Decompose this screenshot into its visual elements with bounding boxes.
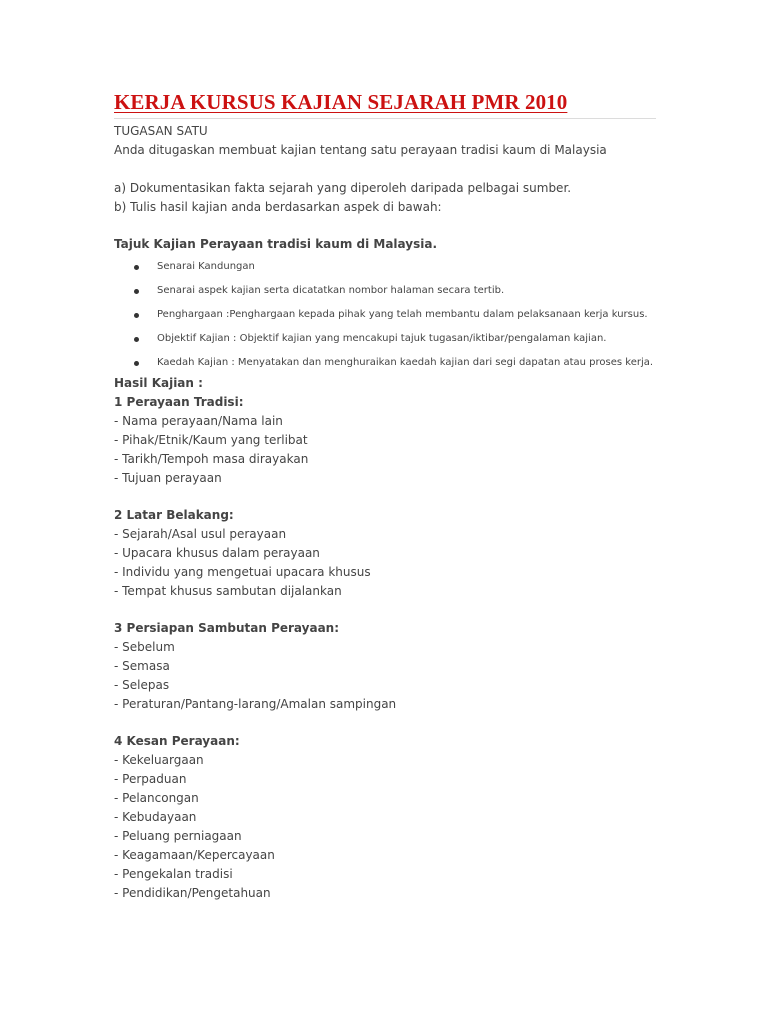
document-title: KERJA KURSUS KAJIAN SEJARAH PMR 2010 bbox=[114, 90, 568, 114]
bullet-dot bbox=[134, 289, 139, 294]
section-item: - Upacara khusus dalam perayaan bbox=[114, 546, 320, 560]
bullet-list bbox=[114, 255, 714, 375]
task-heading: TUGASAN SATU bbox=[114, 124, 208, 138]
section-item: - Individu yang mengetuai upacara khusus bbox=[114, 565, 371, 579]
section-item: - Sejarah/Asal usul perayaan bbox=[114, 527, 287, 541]
section-item: - Pelancongan bbox=[114, 791, 199, 805]
instruction-b: b) Tulis hasil kajian anda berdasarkan aspek di bawah: bbox=[114, 200, 442, 214]
section-item: - Peraturan/Pantang-larang/Amalan sampingan bbox=[114, 697, 397, 711]
section-item: - Nama perayaan/Nama lain bbox=[114, 414, 283, 428]
section-item: - Pendidikan/Pengetahuan bbox=[114, 886, 271, 900]
section-heading: 2 Latar Belakang: bbox=[114, 508, 234, 522]
bullet-dot bbox=[134, 265, 139, 270]
section-item: - Sebelum bbox=[114, 640, 175, 654]
section-item: - Pihak/Etnik/Kaum yang terlibat bbox=[114, 433, 308, 447]
section-item: - Tujuan perayaan bbox=[114, 471, 222, 485]
list-item bbox=[114, 303, 714, 327]
section-item: - Kebudayaan bbox=[114, 810, 197, 824]
section-item: - Semasa bbox=[114, 659, 170, 673]
section-item: - Tempat khusus sambutan dijalankan bbox=[114, 584, 342, 598]
section-item: - Selepas bbox=[114, 678, 170, 692]
section-item: - Kekeluargaan bbox=[114, 753, 204, 767]
bullet-text: Kaedah Kajian : Menyatakan dan menghuraikan kaedah kajian dari segi dapatan atau proses kerja. bbox=[157, 357, 654, 368]
section-item: - Pengekalan tradisi bbox=[114, 867, 233, 881]
section-item: - Tarikh/Tempoh masa dirayakan bbox=[114, 452, 309, 466]
list-item bbox=[114, 255, 714, 279]
intro-text: Anda ditugaskan membuat kajian tentang satu perayaan tradisi kaum di Malaysia bbox=[114, 143, 607, 157]
section-heading: 1 Perayaan Tradisi: bbox=[114, 395, 244, 409]
bullet-text: Penghargaan :Penghargaan kepada pihak yang telah membantu dalam pelaksanaan kerja kursus. bbox=[157, 309, 648, 320]
section-heading: 4 Kesan Perayaan: bbox=[114, 734, 240, 748]
section-item: - Keagamaan/Kepercayaan bbox=[114, 848, 275, 862]
list-item bbox=[114, 351, 714, 375]
results-heading: Hasil Kajian : bbox=[114, 376, 203, 390]
bullet-dot bbox=[134, 361, 139, 366]
bullet-dot bbox=[134, 313, 139, 318]
list-item bbox=[114, 327, 714, 351]
bullet-text: Objektif Kajian : Objektif kajian yang mencakupi tajuk tugasan/iktibar/pengalaman kajian. bbox=[157, 333, 607, 344]
list-item bbox=[114, 279, 714, 303]
section-item: - Peluang perniagaan bbox=[114, 829, 242, 843]
bullet-dot bbox=[134, 337, 139, 342]
section-heading: 3 Persiapan Sambutan Perayaan: bbox=[114, 621, 340, 635]
topic-heading: Tajuk Kajian Perayaan tradisi kaum di Malaysia. bbox=[114, 237, 437, 251]
instruction-a: a) Dokumentasikan fakta sejarah yang diperoleh daripada pelbagai sumber. bbox=[114, 181, 572, 195]
bullet-text: Senarai Kandungan bbox=[157, 261, 255, 272]
section-item: - Perpaduan bbox=[114, 772, 187, 786]
title-divider bbox=[114, 118, 656, 119]
bullet-text: Senarai aspek kajian serta dicatatkan nombor halaman secara tertib. bbox=[157, 285, 505, 296]
